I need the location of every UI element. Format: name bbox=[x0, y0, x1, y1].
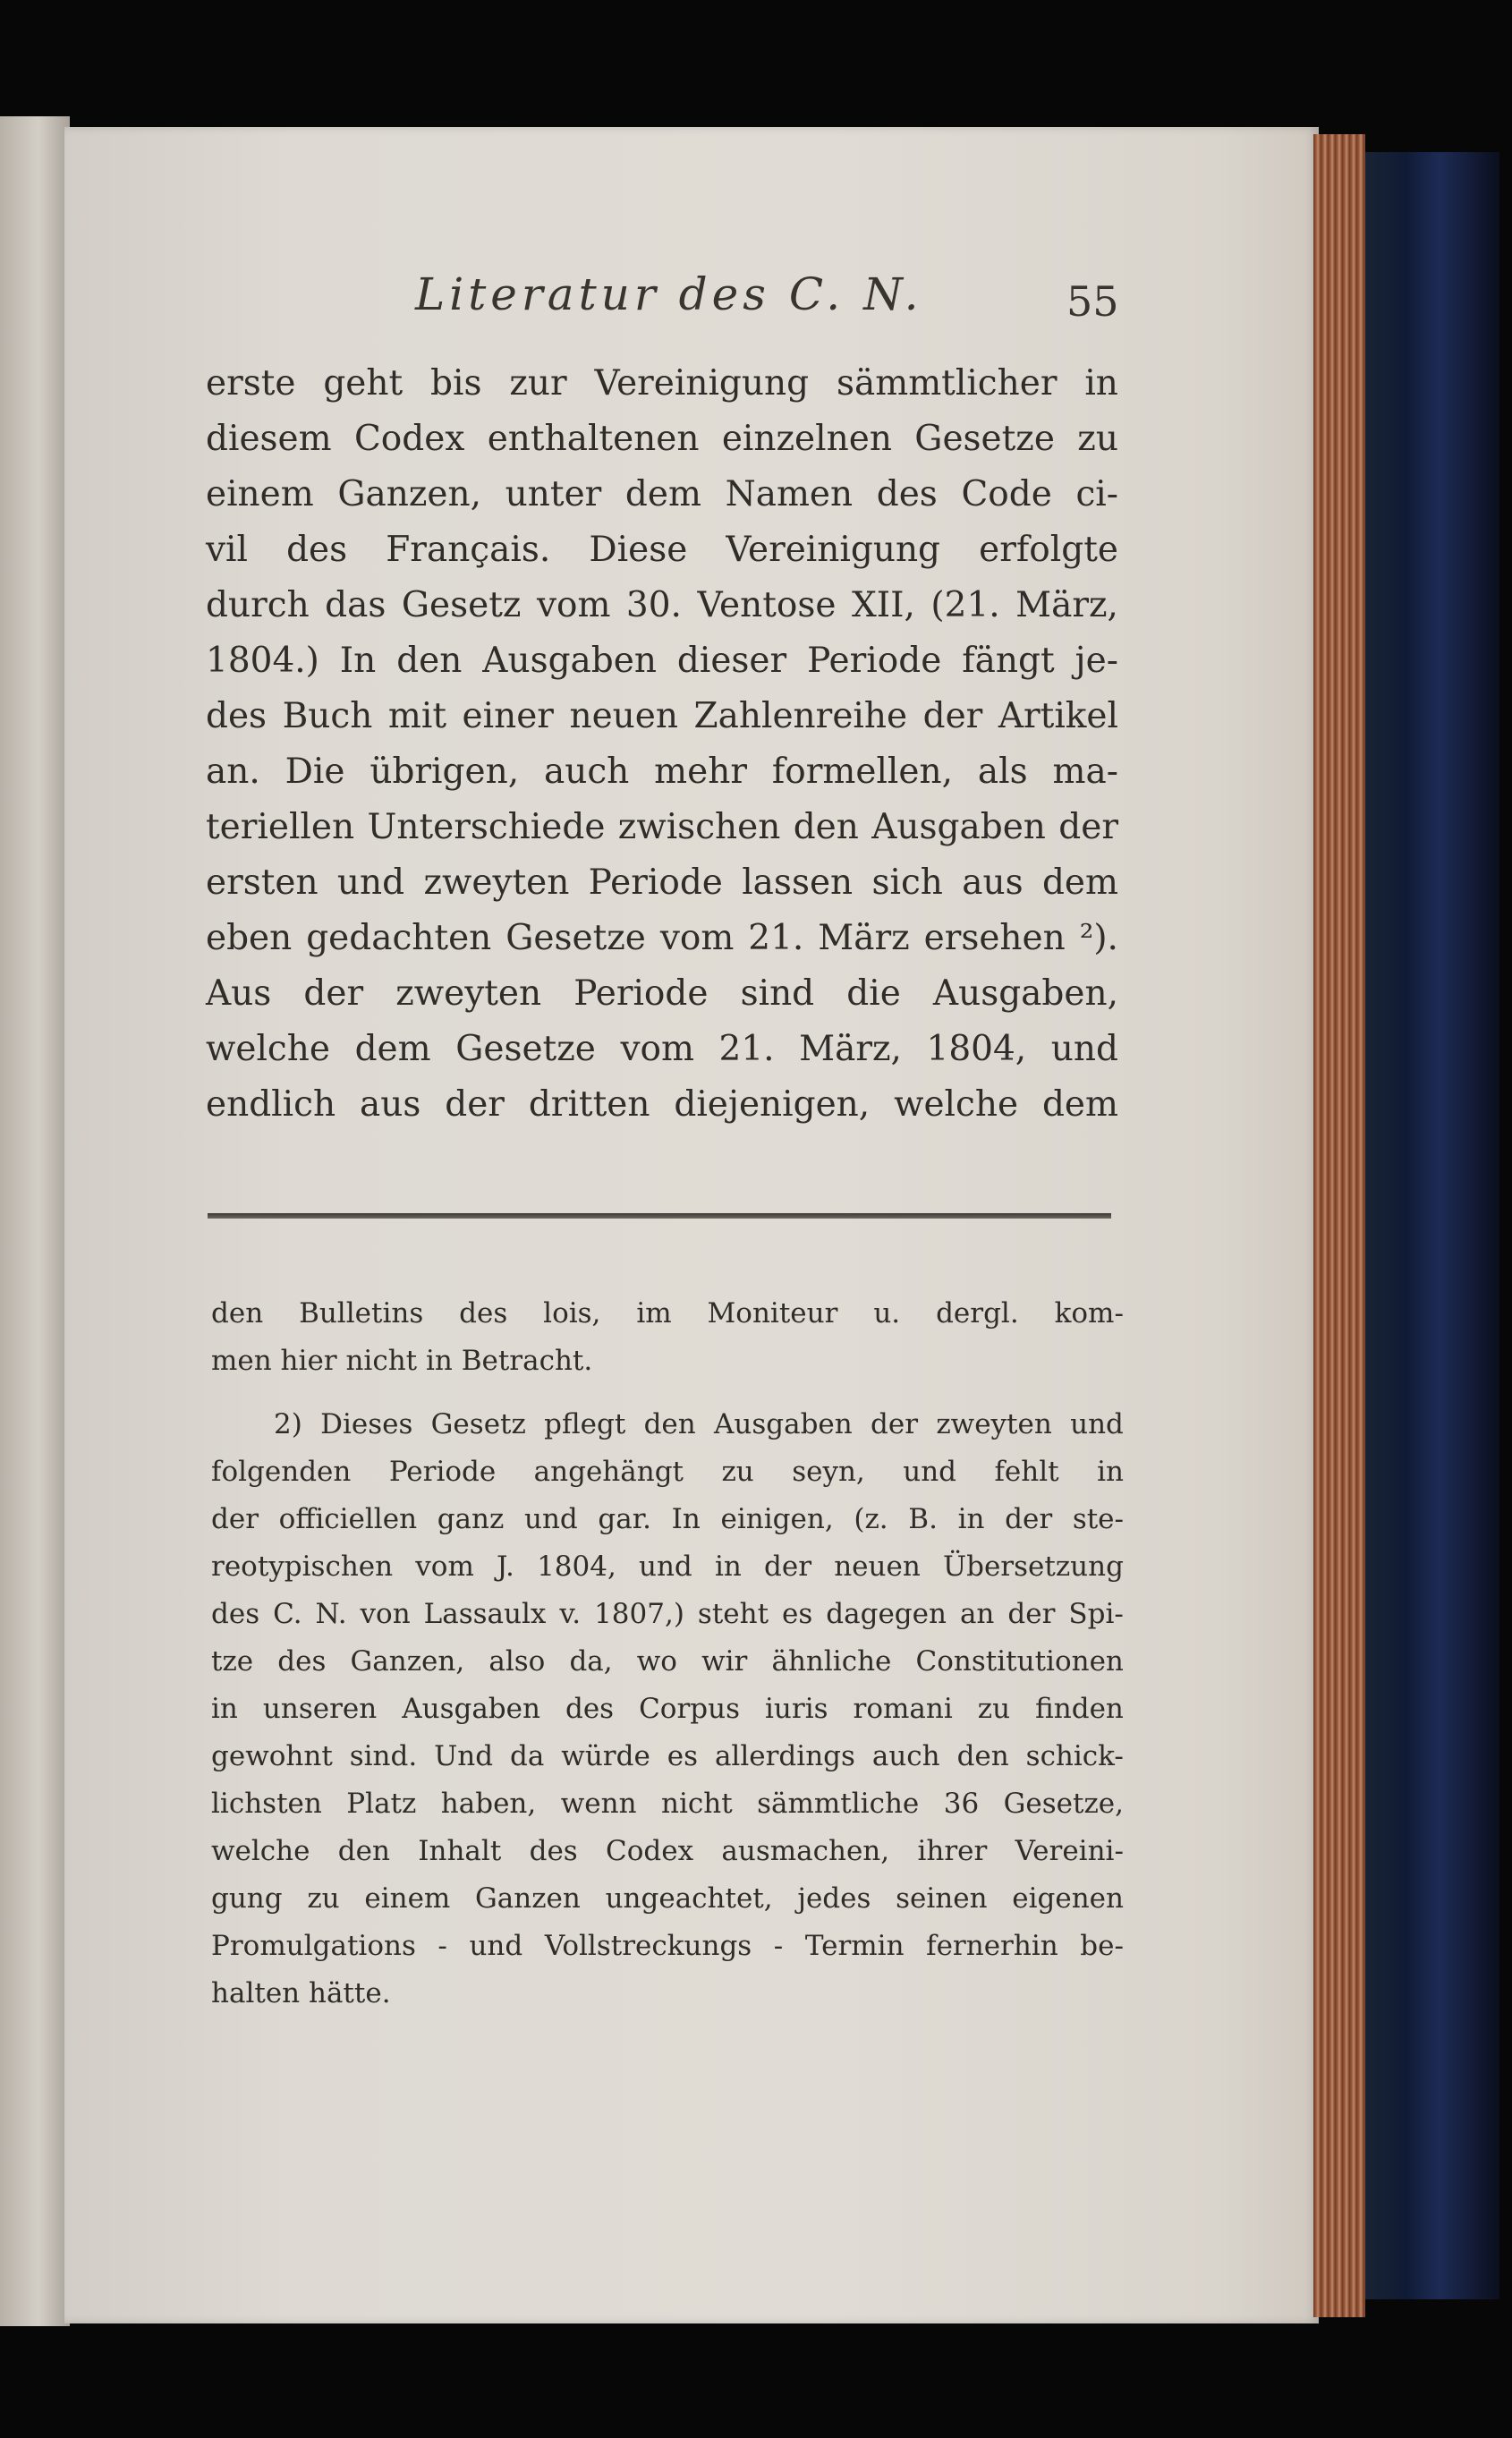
text-line: 1804.) In den Ausgaben dieser Periode fängt je- bbox=[206, 641, 1118, 681]
text-line: Aus der zweyten Periode sind die Ausgaben, bbox=[206, 973, 1118, 1014]
footnote-line: des C. N. von Lassaulx v. 1807,) steht es dagegen an der Spi- bbox=[211, 1598, 1124, 1630]
running-title: Literatur des C. N. bbox=[415, 268, 923, 320]
text-line: durch das Gesetz vom 30. Ventose XII, (21. März, bbox=[206, 585, 1118, 625]
page-number: 55 bbox=[1066, 277, 1119, 326]
footnote-line: den Bulletins des lois, im Moniteur u. dergl. kom- bbox=[211, 1297, 1124, 1329]
text-line: vil des Français. Diese Vereinigung erfolgte bbox=[206, 530, 1118, 570]
footnote-line: welche den Inhalt des Codex ausmachen, ihrer Vereini- bbox=[211, 1835, 1124, 1867]
footnote-divider bbox=[208, 1213, 1111, 1219]
running-head bbox=[415, 268, 1131, 340]
facing-page-edge bbox=[0, 116, 70, 2326]
footnote-line: tze des Ganzen, also da, wo wir ähnliche Constitutionen bbox=[211, 1645, 1124, 1678]
main-text bbox=[206, 356, 1118, 1133]
footnote-line: gung zu einem Ganzen ungeachtet, jedes seinen eigenen bbox=[211, 1882, 1124, 1915]
footnote-line: men hier nicht in Betracht. bbox=[211, 1345, 593, 1377]
text-line: einem Ganzen, unter dem Namen des Code ci- bbox=[206, 474, 1118, 514]
text-line: endlich aus der dritten diejenigen, welche dem bbox=[206, 1084, 1118, 1125]
text-line: erste geht bis zur Vereinigung sämmtlicher in bbox=[206, 363, 1118, 404]
footnote-line: in unseren Ausgaben des Corpus iuris romani zu finden bbox=[211, 1693, 1124, 1725]
footnote-line: der officiellen ganz und gar. In einigen, (z. B. in der ste- bbox=[211, 1503, 1124, 1535]
footnote-line: Promulgations - und Vollstreckungs - Termin fernerhin be- bbox=[211, 1930, 1124, 1962]
text-line: teriellen Unterschiede zwischen den Ausgaben der bbox=[206, 807, 1118, 847]
footnote-line: halten hätte. bbox=[211, 1977, 391, 2009]
footnotes bbox=[211, 1290, 1124, 2018]
book-cover bbox=[1365, 152, 1499, 2299]
footnote-line: gewohnt sind. Und da würde es allerdings auch den schick- bbox=[211, 1740, 1124, 1772]
footnote-line: reotypischen vom J. 1804, und in der neuen Übersetzung bbox=[211, 1550, 1124, 1583]
text-line: diesem Codex enthaltenen einzelnen Gesetze zu bbox=[206, 419, 1118, 459]
text-line: eben gedachten Gesetze vom 21. März ersehen ²). bbox=[206, 918, 1118, 958]
footnote-line: lichsten Platz haben, wenn nicht sämmtliche 36 Gesetze, bbox=[211, 1788, 1124, 1820]
text-line: ersten und zweyten Periode lassen sich aus dem bbox=[206, 862, 1118, 903]
page-fore-edge bbox=[1313, 134, 1365, 2317]
text-line: welche dem Gesetze vom 21. März, 1804, und bbox=[206, 1029, 1118, 1069]
footnote-line: 2) Dieses Gesetz pflegt den Ausgaben der zweyten und bbox=[274, 1408, 1124, 1440]
text-line: an. Die übrigen, auch mehr formellen, als ma- bbox=[206, 752, 1118, 792]
footnote-line: folgenden Periode angehängt zu seyn, und fehlt in bbox=[211, 1456, 1124, 1488]
text-line: des Buch mit einer neuen Zahlenreihe der Artikel bbox=[206, 696, 1118, 736]
